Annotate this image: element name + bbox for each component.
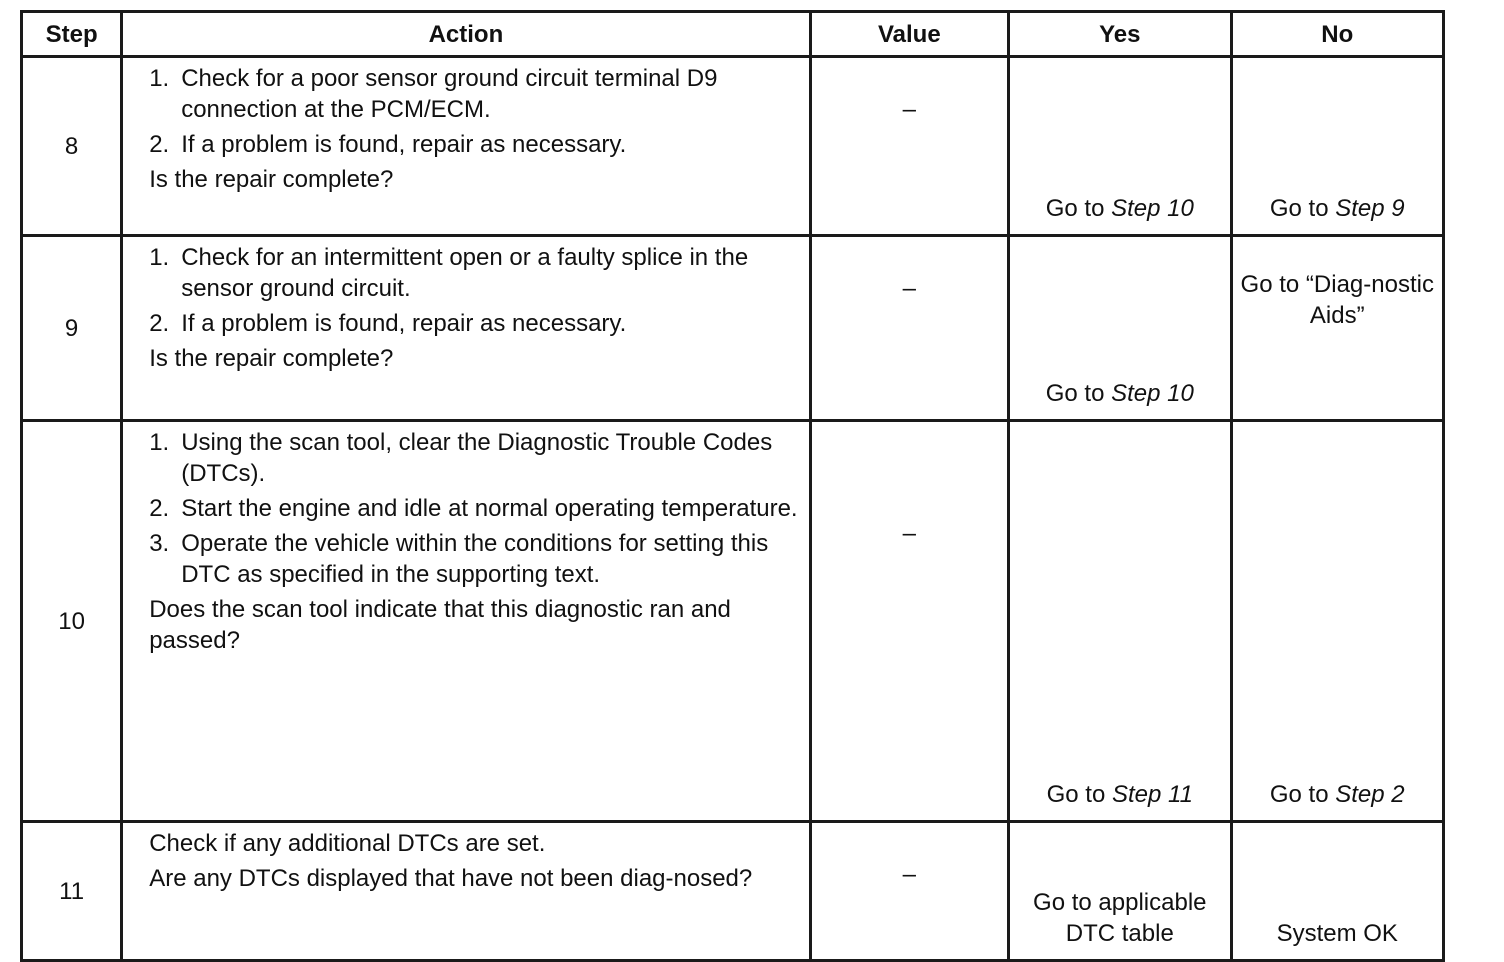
action-step: 2. If a problem is found, repair as necessary.	[149, 310, 627, 337]
value-cell: –	[810, 57, 1008, 236]
table-row	[22, 236, 1444, 421]
action-step: 3. Operate the vehicle within the conditions for setting this DTC as specified in the supporting text.	[149, 530, 769, 588]
action-question: Is the repair complete?	[149, 345, 394, 372]
action-cell	[122, 822, 810, 961]
action-step: 1. Check for a poor sensor ground circuit terminal D9 connection at the PCM/ECM.	[149, 65, 718, 123]
action-line: Check if any additional DTCs are set.	[149, 830, 546, 857]
action-step: 1. Check for an intermittent open or a faulty splice in the sensor ground circuit.	[149, 244, 749, 302]
action-steps	[149, 427, 798, 590]
action-step: 2. Start the engine and idle at normal operating temperature.	[149, 495, 798, 522]
action-cell	[122, 236, 810, 421]
action-step: 2. If a problem is found, repair as necessary.	[149, 131, 627, 158]
action-steps	[149, 242, 798, 339]
action-question: Is the repair complete?	[149, 166, 394, 193]
header-no: No	[1231, 12, 1443, 57]
action-step: 1. Using the scan tool, clear the Diagnostic Trouble Codes (DTCs).	[149, 429, 773, 487]
no-cell: Go to Step 9	[1231, 57, 1443, 236]
step-number: 10	[22, 421, 122, 822]
table-row	[22, 57, 1444, 236]
no-cell: System OK	[1231, 822, 1443, 961]
action-steps	[149, 63, 798, 160]
header-action: Action	[122, 12, 810, 57]
step-number: 8	[22, 57, 122, 236]
step-number: 11	[22, 822, 122, 961]
diagnostic-table	[20, 10, 1445, 962]
action-question: Does the scan tool indicate that this diagnostic ran and passed?	[149, 596, 731, 654]
step-number: 9	[22, 236, 122, 421]
header-step: Step	[22, 12, 122, 57]
yes-cell: Go to Step 11	[1009, 421, 1231, 822]
value-cell: –	[810, 421, 1008, 822]
header-yes: Yes	[1009, 12, 1231, 57]
header-value: Value	[810, 12, 1008, 57]
header-row	[22, 12, 1444, 57]
action-cell	[122, 421, 810, 822]
yes-cell: Go to Step 10	[1009, 57, 1231, 236]
yes-cell: Go to applicable DTC table	[1009, 822, 1231, 961]
value-cell: –	[810, 822, 1008, 961]
table-row	[22, 822, 1444, 961]
value-cell: –	[810, 236, 1008, 421]
no-cell: Go to Step 2	[1231, 421, 1443, 822]
no-cell: Go to “Diag-nostic Aids”	[1231, 236, 1443, 421]
action-cell	[122, 57, 810, 236]
action-question: Are any DTCs displayed that have not been diag-nosed?	[149, 865, 753, 892]
yes-cell: Go to Step 10	[1009, 236, 1231, 421]
table-row	[22, 421, 1444, 822]
